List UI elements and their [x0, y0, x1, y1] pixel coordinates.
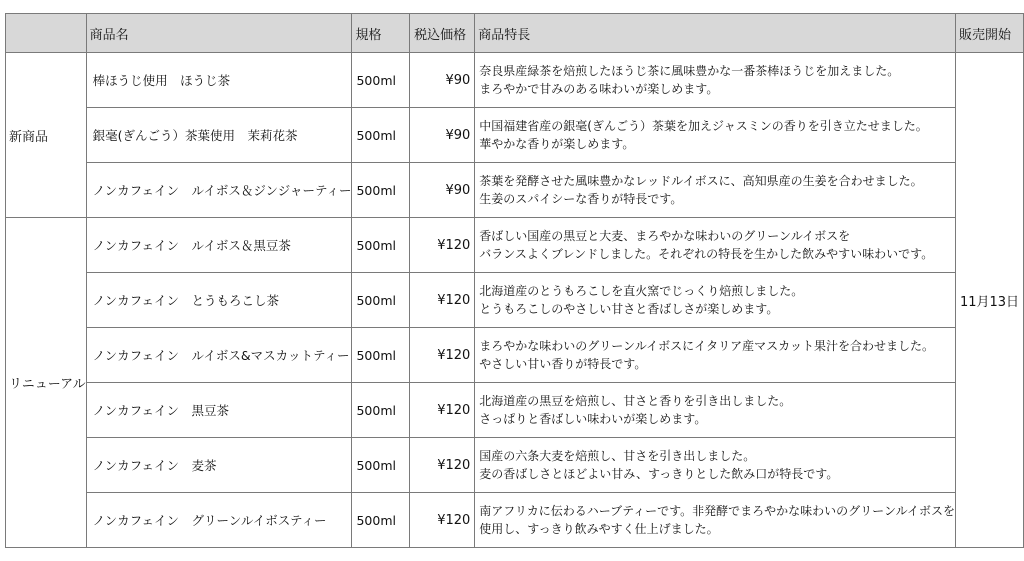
feature-line: まろやかな味わいのグリーンルイボスにイタリア産マスカット果汁を合わせました。 [479, 339, 935, 353]
price-cell[interactable]: ¥120 [409, 218, 474, 273]
feature-cell[interactable] [475, 53, 956, 108]
spec-cell[interactable]: 500ml [352, 108, 409, 163]
spec-cell[interactable]: 500ml [352, 53, 409, 108]
header-row [6, 14, 1024, 53]
feature-line: とうもろこしのやさしい甘さと香ばしさが楽しめます。 [479, 302, 779, 316]
feature-line: 茶葉を発酵させた風味豊かなレッドルイボスに、高知県産の生姜を合わせました。 [479, 174, 923, 188]
feature-line: 北海道産の黒豆を焙煎し、甘さと香りを引き出しました。 [479, 394, 792, 408]
header-features[interactable]: 商品特長 [475, 14, 956, 53]
price-cell[interactable]: ¥120 [409, 383, 474, 438]
header-release[interactable]: 販売開始 [956, 14, 1024, 53]
feature-line: 使用し、すっきり飲みやすく仕上げました。 [479, 522, 719, 536]
table-row [6, 218, 1024, 273]
feature-cell[interactable] [475, 328, 956, 383]
feature-line: 華やかな香りが楽しめます。 [479, 137, 635, 151]
feature-line: 香ばしい国産の黒豆と大麦、まろやかな味わいのグリーンルイボスを [479, 229, 851, 243]
feature-line: 奈良県産緑茶を焙煎したほうじ茶に風味豊かな一番茶棒ほうじを加えました。 [479, 64, 900, 78]
product-table [5, 13, 1024, 548]
product-name-cell[interactable]: 棒ほうじ使用 ほうじ茶 [86, 53, 352, 108]
product-name-cell[interactable]: ノンカフェイン グリーンルイボスティー [86, 493, 352, 548]
product-name-cell[interactable]: ノンカフェイン とうもろこし茶 [86, 273, 352, 328]
price-cell[interactable]: ¥120 [409, 328, 474, 383]
table-row [6, 163, 1024, 218]
feature-line: 南アフリカに伝わるハーブティーです。非発酵でまろやかな味わいのグリーンルイボスを [479, 504, 956, 518]
feature-line: 北海道産のとうもろこしを直火窯でじっくり焙煎しました。 [479, 284, 804, 298]
table-row [6, 328, 1024, 383]
price-cell[interactable]: ¥120 [409, 273, 474, 328]
header-spec[interactable]: 規格 [352, 14, 409, 53]
header-price[interactable]: 税込価格 [409, 14, 474, 53]
feature-line: まろやかで甘みのある味わいが楽しめます。 [479, 82, 719, 96]
feature-line: 麦の香ばしさとほどよい甘み、すっきりとした飲み口が特長です。 [479, 467, 839, 481]
price-cell[interactable]: ¥90 [409, 108, 474, 163]
feature-line: 生姜のスパイシーな香りが特長です。 [479, 192, 683, 206]
feature-cell[interactable] [475, 383, 956, 438]
spec-cell[interactable]: 500ml [352, 273, 409, 328]
product-name-cell[interactable]: 銀毫(ぎんごう）茶葉使用 茉莉花茶 [86, 108, 352, 163]
spec-cell[interactable]: 500ml [352, 493, 409, 548]
table-row [6, 53, 1024, 108]
group-renewal-cell[interactable]: リニューアル [6, 218, 87, 548]
feature-line: 中国福建省産の銀毫(ぎんごう）茶葉を加えジャスミンの香りを引き立たせました。 [479, 119, 928, 133]
feature-cell[interactable] [475, 163, 956, 218]
product-name-cell[interactable]: ノンカフェイン 麦茶 [86, 438, 352, 493]
table-row [6, 493, 1024, 548]
table-row [6, 108, 1024, 163]
product-name-cell[interactable]: ノンカフェイン 黒豆茶 [86, 383, 352, 438]
feature-cell[interactable] [475, 493, 956, 548]
feature-cell[interactable] [475, 273, 956, 328]
release-date-cell[interactable]: 11月13日 [956, 53, 1024, 548]
header-category[interactable] [6, 14, 87, 53]
price-cell[interactable]: ¥90 [409, 53, 474, 108]
table-row [6, 273, 1024, 328]
feature-line: さっぱりと香ばしい味わいが楽しめます。 [479, 412, 707, 426]
spec-cell[interactable]: 500ml [352, 438, 409, 493]
feature-cell[interactable] [475, 438, 956, 493]
table-row [6, 383, 1024, 438]
header-name[interactable]: 商品名 [86, 14, 352, 53]
table-row [6, 438, 1024, 493]
feature-cell[interactable] [475, 218, 956, 273]
product-name-cell[interactable]: ノンカフェイン ルイボス＆ジンジャーティー [86, 163, 352, 218]
spec-cell[interactable]: 500ml [352, 163, 409, 218]
spec-cell[interactable]: 500ml [352, 218, 409, 273]
feature-line: 国産の六条大麦を焙煎し、甘さを引き出しました。 [479, 449, 756, 463]
price-cell[interactable]: ¥90 [409, 163, 474, 218]
spec-cell[interactable]: 500ml [352, 328, 409, 383]
price-cell[interactable]: ¥120 [409, 493, 474, 548]
group-new-cell[interactable]: 新商品 [6, 53, 87, 218]
price-cell[interactable]: ¥120 [409, 438, 474, 493]
feature-line: バランスよくブレンドしました。それぞれの特長を生かした飲みやすい味わいです。 [479, 247, 934, 261]
feature-cell[interactable] [475, 108, 956, 163]
product-name-cell[interactable]: ノンカフェイン ルイボス＆黒豆茶 [86, 218, 352, 273]
spec-cell[interactable]: 500ml [352, 383, 409, 438]
feature-line: やさしい甘い香りが特長です。 [479, 357, 647, 371]
product-name-cell[interactable]: ノンカフェイン ルイボス&マスカットティー [86, 328, 352, 383]
